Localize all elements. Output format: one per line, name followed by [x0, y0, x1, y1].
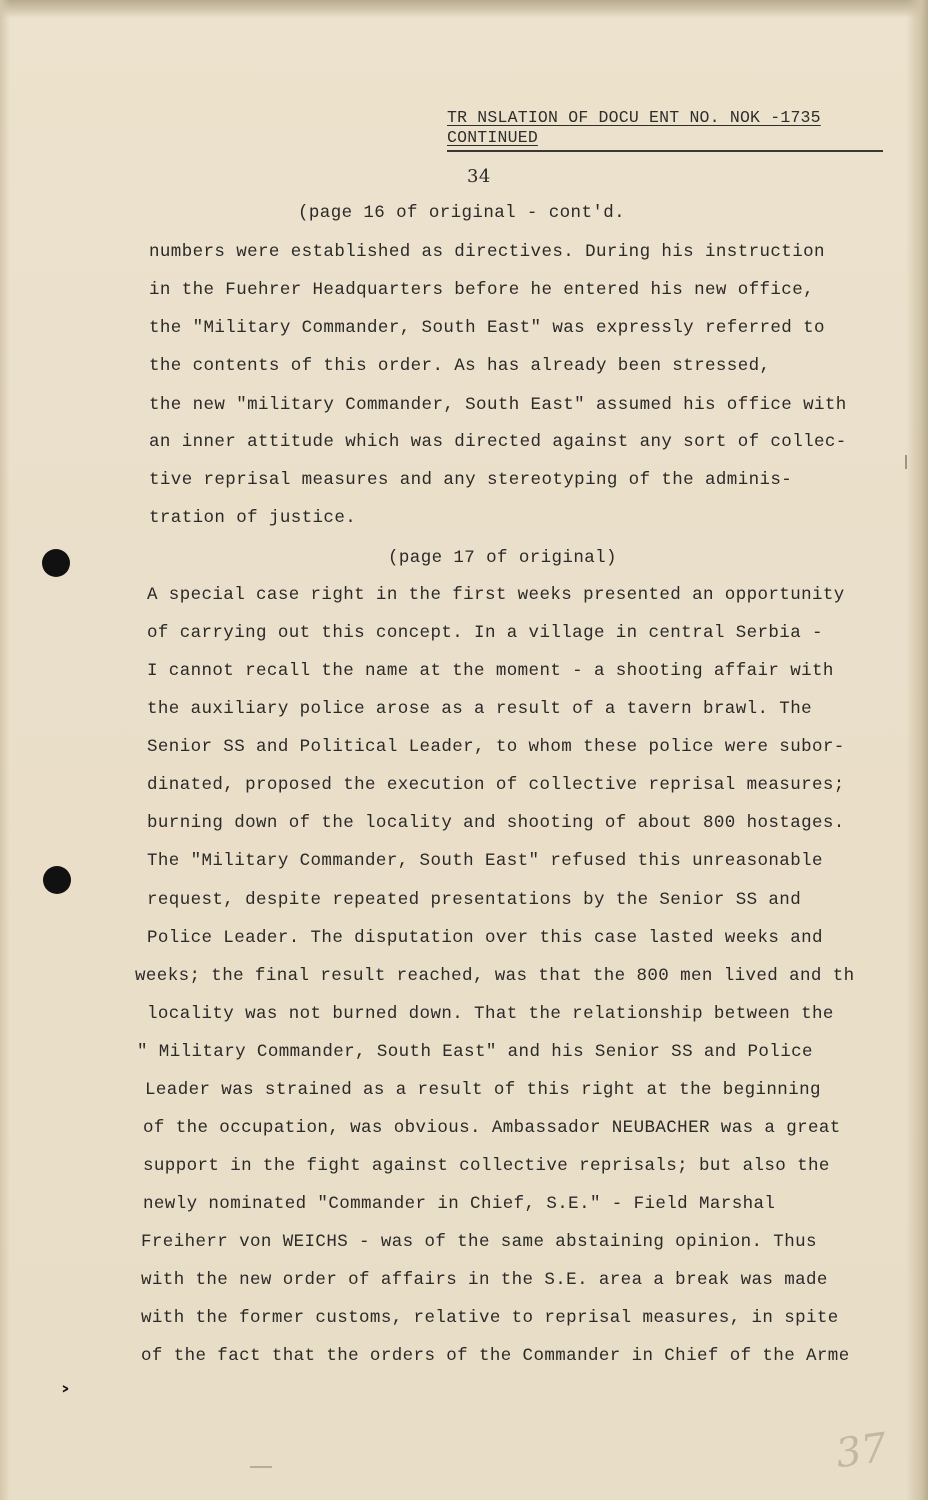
page-number: 34 [467, 166, 491, 187]
text-line: the "Military Commander, South East" was expressly referred to [149, 318, 825, 338]
text-line: of the fact that the orders of the Commander in Chief of the Arme [141, 1346, 850, 1366]
text-line: (page 17 of original) [388, 548, 617, 568]
document-header [447, 108, 883, 152]
text-line: newly nominated "Commander in Chief, S.E." - Field Marshal [143, 1194, 776, 1214]
text-line: of carrying out this concept. In a village in central Serbia - [147, 623, 823, 643]
text-line: of the occupation, was obvious. Ambassador NEUBACHER was a great [143, 1118, 841, 1138]
header-continued: CONTINUED [447, 128, 538, 147]
text-line: request, despite repeated presentations by the Senior SS and [147, 890, 802, 910]
punch-hole [43, 866, 71, 894]
text-line: Police Leader. The disputation over this case lasted weeks and [147, 928, 823, 948]
text-line: Senior SS and Political Leader, to whom these police were subor- [147, 737, 845, 757]
text-line: the new "military Commander, South East" assumed his office with [149, 395, 847, 415]
text-line: tration of justice. [149, 508, 357, 528]
text-line: Leader was strained as a result of this right at the beginning [145, 1080, 821, 1100]
text-line: dinated, proposed the execution of collective reprisal measures; [147, 775, 845, 795]
punch-hole [42, 549, 70, 577]
text-line: weeks; the final result reached, was that the 800 men lived and th [135, 966, 855, 986]
smudge-mark [250, 1466, 272, 1468]
text-line: A special case right in the first weeks presented an opportunity [147, 585, 845, 605]
header-rule [447, 150, 883, 152]
text-line: " Military Commander, South East" and his Senior SS and Police [137, 1042, 813, 1062]
text-line: I cannot recall the name at the moment - a shooting affair with [147, 661, 834, 681]
text-line: numbers were established as directives. During his instruction [149, 242, 825, 262]
text-line: Freiherr von WEICHS - was of the same abstaining opinion. Thus [141, 1232, 817, 1252]
page-right-edge [906, 0, 928, 1500]
text-line: locality was not burned down. That the relationship between the [147, 1004, 834, 1024]
text-line: an inner attitude which was directed against any sort of collec- [149, 432, 847, 452]
header-title: TR NSLATION OF DOCU ENT NO. NOK -1735 [447, 108, 821, 127]
text-line: in the Fuehrer Headquarters before he entered his new office, [149, 280, 815, 300]
page-top-edge [0, 0, 928, 18]
text-line: burning down of the locality and shooting of about 800 hostages. [147, 813, 845, 833]
text-line: the auxiliary police arose as a result of a tavern brawl. The [147, 699, 813, 719]
margin-tick [905, 455, 907, 469]
text-line: The "Military Commander, South East" refused this unreasonable [147, 851, 823, 871]
pencil-page-number: 37 [833, 1424, 890, 1478]
text-line: with the former customs, relative to reprisal measures, in spite [141, 1308, 839, 1328]
text-line: the contents of this order. As has already been stressed, [149, 356, 771, 376]
text-line: (page 16 of original - cont'd. [298, 203, 626, 223]
text-line: support in the fight against collective reprisals; but also the [143, 1156, 830, 1176]
page-left-edge [0, 0, 10, 1500]
text-line: with the new order of affairs in the S.E. area a break was made [141, 1270, 828, 1290]
margin-mark: ˃ [60, 1385, 71, 1410]
text-line: tive reprisal measures and any stereotyping of the adminis- [149, 470, 793, 490]
